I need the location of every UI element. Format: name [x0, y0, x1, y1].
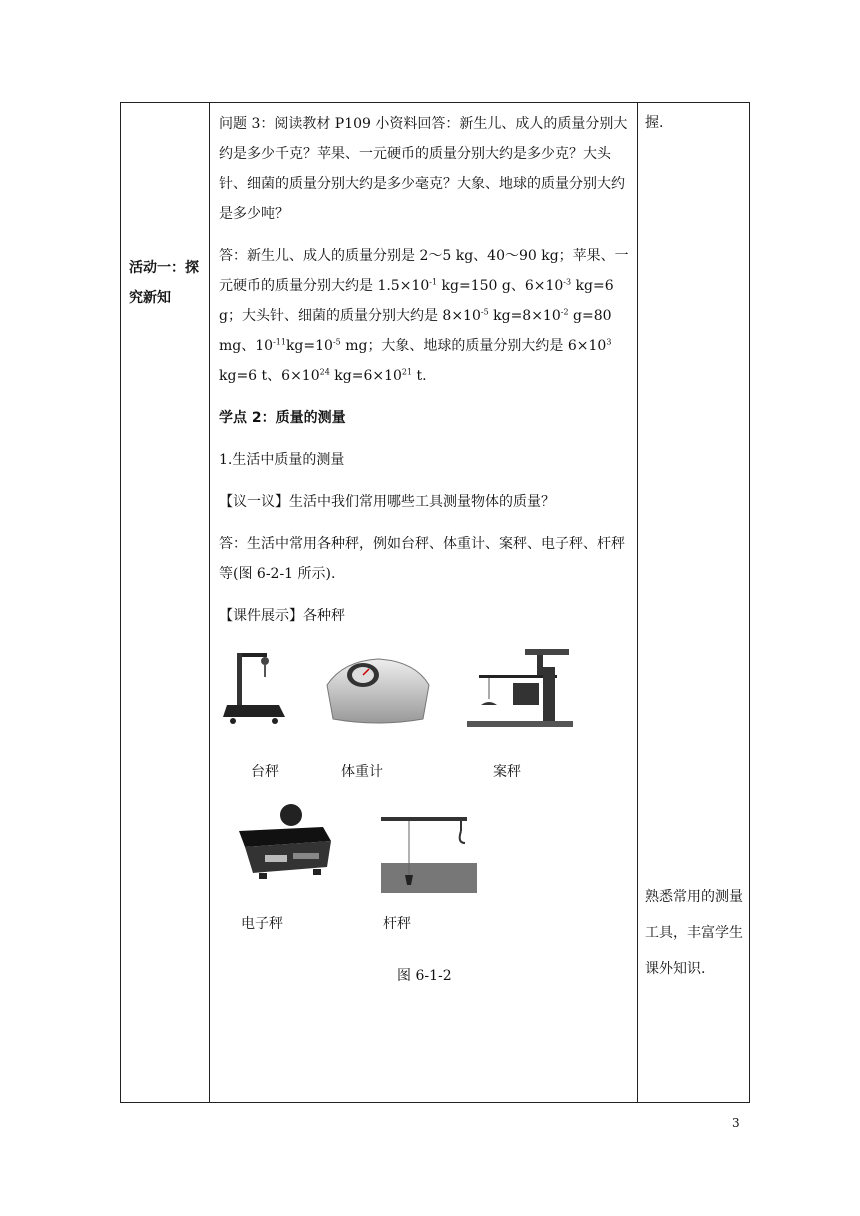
exponent: -2 [560, 307, 569, 317]
goal-note: 熟悉常用的测量工具，丰富学生课外知识. [645, 889, 743, 977]
exponent: 21 [401, 367, 413, 377]
discussion-prompt: 【议一议】生活中我们常用哪些工具测量物体的质量？ [219, 494, 555, 510]
lesson-table [120, 102, 750, 1103]
answer-text: kg=6 t、6×10 [219, 368, 320, 384]
answer-text: kg=10 [285, 338, 333, 354]
electronic-scale-caption: 电子秤 [241, 916, 283, 932]
exponent: 3 [606, 337, 612, 347]
scales-figure [219, 643, 635, 984]
column-divider [209, 103, 210, 1102]
exponent: -5 [332, 337, 341, 347]
counter-scale-icon [467, 647, 573, 729]
exponent: 24 [319, 367, 330, 377]
electronic-scale-icon [235, 801, 335, 883]
discussion-answer: 答：生活中常用各种秤，例如台秤、体重计、案秤、电子秤、杆秤等(图 6-2-1 所示). [219, 536, 625, 582]
steelyard-caption: 杆秤 [383, 916, 411, 932]
section-heading: 学点 2：质量的测量 [219, 410, 346, 426]
platform-scale-caption: 台秤 [251, 764, 279, 780]
courseware-label: 【课件展示】各种秤 [219, 608, 345, 624]
answer-text: kg=6 g；大头针、细菌的质量分别大约是 8×10 [219, 278, 614, 324]
answer-text: mg；大象、地球的质量分别大约是 6×10 [340, 338, 607, 354]
figure-caption: 图 6-1-2 [397, 968, 452, 984]
answer-text: 答：新生儿、成人的质量分别是 2～5 kg、40～90 kg；苹果、一元硬币的质量分别大约是 1.5×10 [219, 248, 629, 294]
bathroom-scale-icon [323, 655, 433, 727]
answer-text: g=80 mg、10 [219, 308, 612, 354]
exponent: -1 [429, 277, 438, 287]
activity-label: 活动一：探究新知 [129, 260, 199, 306]
answer-text: kg=8×10 [488, 308, 561, 324]
subheading: 1.生活中质量的测量 [219, 452, 345, 468]
steelyard-icon [381, 809, 477, 893]
exponent: -5 [480, 307, 489, 317]
exponent: -11 [273, 337, 286, 347]
goal-top-note: 握. [645, 115, 664, 131]
question-3: 问题 3：阅读教材 P109 小资料回答：新生儿、成人的质量分别大约是多少千克？苹果、一元硬币的质量分别大约是多少克？大头针、细菌的质量分别大约是多少毫克？大象、地球的质量分别大约是多少吨？ [219, 116, 628, 222]
main-content [219, 109, 635, 984]
answer-3 [219, 241, 635, 391]
page-number: 3 [732, 1116, 740, 1130]
answer-text: t. [412, 368, 427, 384]
column-divider [637, 103, 638, 1102]
counter-scale-caption: 案秤 [493, 764, 521, 780]
platform-scale-icon [219, 647, 289, 727]
exponent: -3 [563, 277, 572, 287]
answer-text: kg=6×10 [329, 368, 402, 384]
answer-text: kg=150 g、6×10 [437, 278, 564, 294]
bathroom-scale-caption: 体重计 [341, 764, 383, 780]
